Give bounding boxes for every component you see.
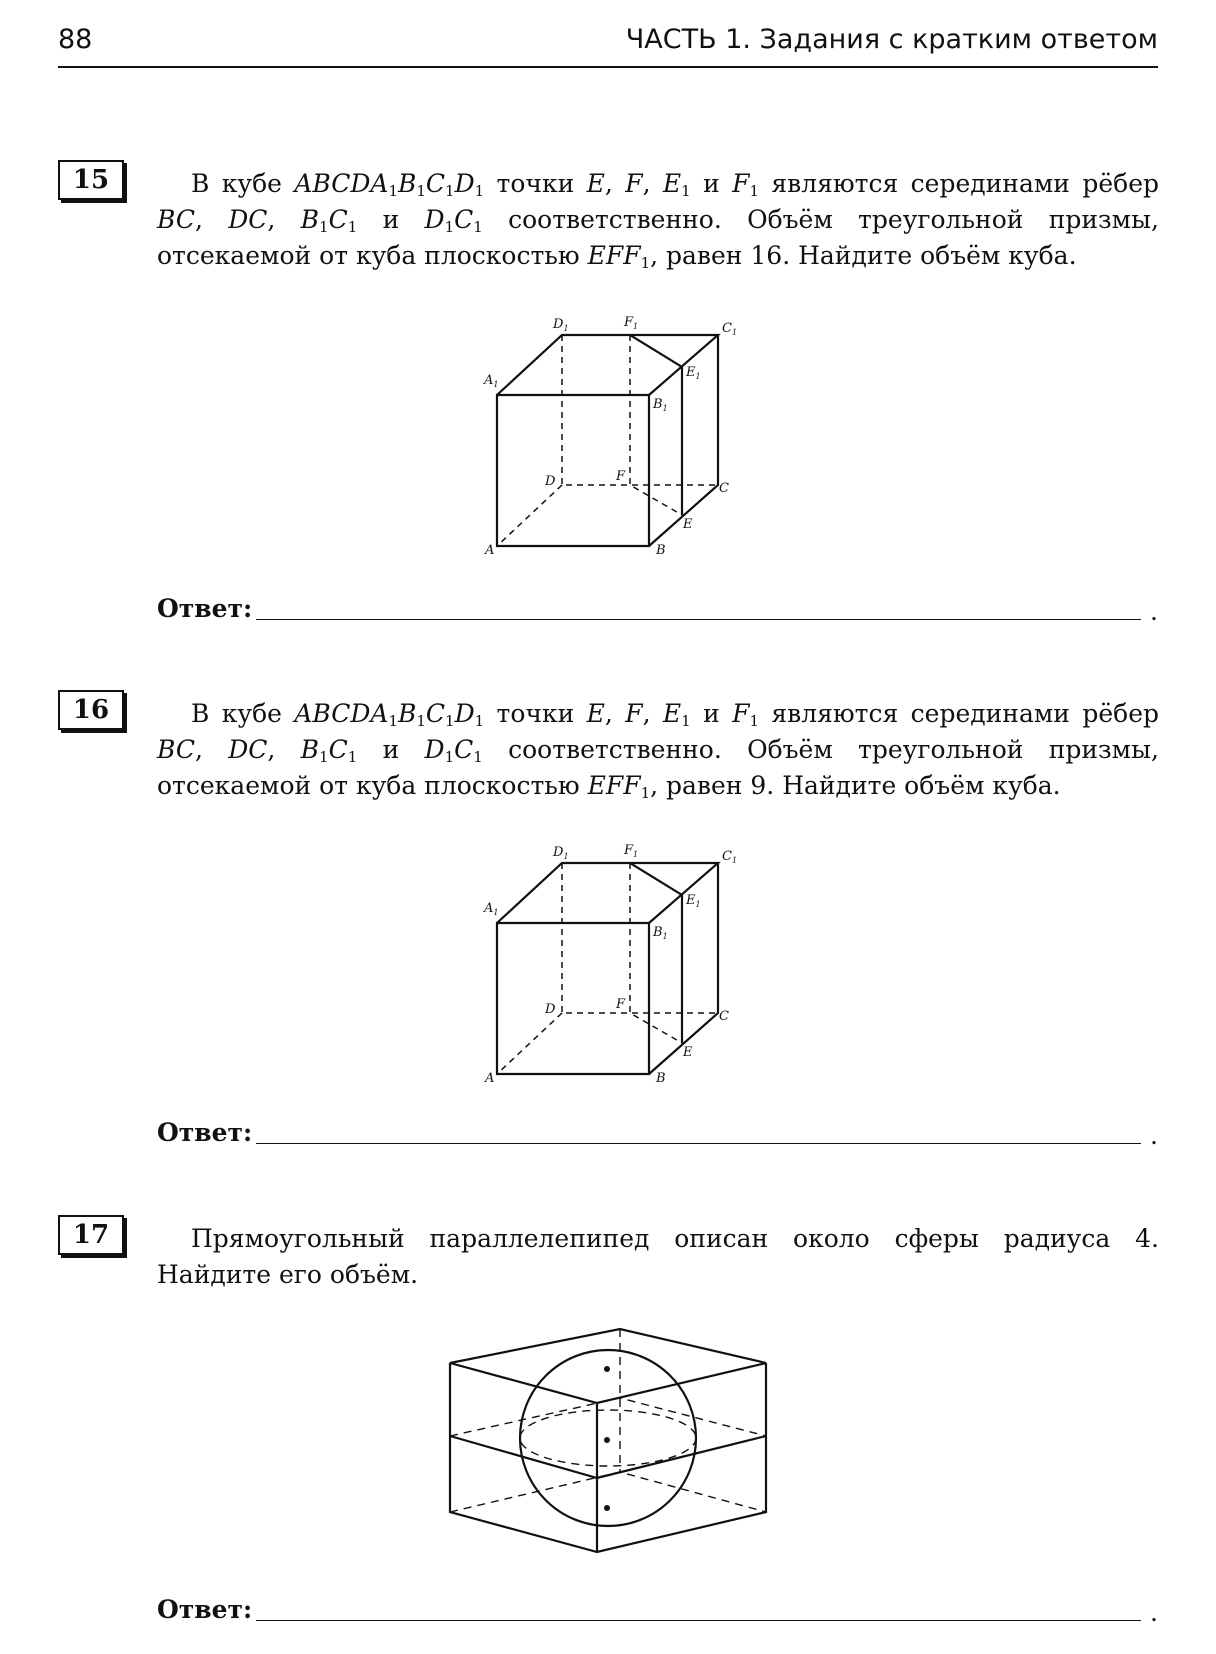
label-b1: $B_1$ <box>653 397 668 413</box>
answer-label-15: Ответ: <box>157 594 253 623</box>
point-top <box>604 1366 610 1372</box>
label-d1: $D_1$ <box>553 845 569 861</box>
label-c: C <box>719 1009 729 1024</box>
hidden-edges <box>562 335 718 485</box>
box-sphere-figure <box>440 1315 780 1555</box>
box-sides <box>450 1363 766 1552</box>
label-e: E <box>683 1045 693 1060</box>
answer-field-17[interactable] <box>256 1620 1141 1621</box>
label-a: A <box>485 1071 495 1086</box>
label-f: F <box>616 997 626 1012</box>
label-a1: $A_1$ <box>484 901 499 917</box>
label-e1: $E_1$ <box>686 365 701 381</box>
task-number-16: 16 <box>58 690 124 730</box>
task-17-text: Прямоугольный параллелепипед описан около сферы радиуса 4. Найдите его объём. <box>157 1224 1159 1289</box>
page-header <box>58 22 1158 68</box>
label-e1: $E_1$ <box>686 893 701 909</box>
point-center <box>604 1437 610 1443</box>
front-face <box>497 923 649 1074</box>
task-number-15: 15 <box>58 160 124 200</box>
label-a: A <box>485 543 495 558</box>
answer-field-16[interactable] <box>256 1143 1141 1144</box>
front-face <box>497 395 649 546</box>
task-number-17: 17 <box>58 1215 124 1255</box>
hidden-middle-section <box>450 1398 766 1436</box>
label-e: E <box>683 517 693 532</box>
cube-figure-16 <box>470 833 750 1093</box>
hidden-edge-ad <box>497 485 562 546</box>
box-top <box>450 1329 766 1403</box>
label-c: C <box>719 481 729 496</box>
label-d: D <box>545 1002 556 1017</box>
answer-label-17: Ответ: <box>157 1595 253 1624</box>
hidden-edge-ad <box>497 1013 562 1074</box>
answer-end-15: . <box>1150 597 1158 626</box>
task-15-text: В кубе $ABCDA_1B_1C_1D_1$ точки E, F, $E_1$ и $F_1$ являются серединами рёбер BC, DC, $B_1C_1$ и $D_1C_1$ соответственно. Объём треугольной призмы, отсекаемой от куба плоскостью $EFF_1$, равен 16. Найдите объём куба. <box>157 169 1159 272</box>
label-c1: $C_1$ <box>722 849 738 865</box>
answer-label-16: Ответ: <box>157 1118 253 1147</box>
label-d: D <box>545 474 556 489</box>
label-c1: $C_1$ <box>722 321 738 337</box>
answer-end-17: . <box>1150 1598 1158 1627</box>
label-a1: $A_1$ <box>484 373 499 389</box>
cube-figure-15 <box>470 305 750 565</box>
hidden-edges <box>562 863 718 1013</box>
answer-end-16: . <box>1150 1121 1158 1150</box>
right-face <box>649 863 718 1074</box>
section-lines <box>630 335 682 515</box>
top-face <box>497 335 718 395</box>
right-face <box>649 335 718 546</box>
running-title: ЧАСТЬ 1. Задания с кратким ответом <box>625 24 1158 55</box>
answer-field-15[interactable] <box>256 619 1141 620</box>
label-b: B <box>656 543 666 558</box>
top-face <box>497 863 718 923</box>
label-b: B <box>656 1071 666 1086</box>
task-16-text: В кубе $ABCDA_1B_1C_1D_1$ точки E, F, $E_1$ и $F_1$ являются серединами рёбер BC, DC, $B_1C_1$ и $D_1C_1$ соответственно. Объём треугольной призмы, отсекаемой от куба плоскостью $EFF_1$, равен 9. Найдите объём куба. <box>157 699 1159 802</box>
label-f: F <box>616 469 626 484</box>
section-lines <box>630 863 682 1043</box>
page-number: 88 <box>58 24 93 55</box>
label-b1: $B_1$ <box>653 925 668 941</box>
label-d1: $D_1$ <box>553 317 569 333</box>
label-f1: $F_1$ <box>624 843 639 859</box>
point-bottom <box>604 1505 610 1511</box>
label-f1: $F_1$ <box>624 315 639 331</box>
